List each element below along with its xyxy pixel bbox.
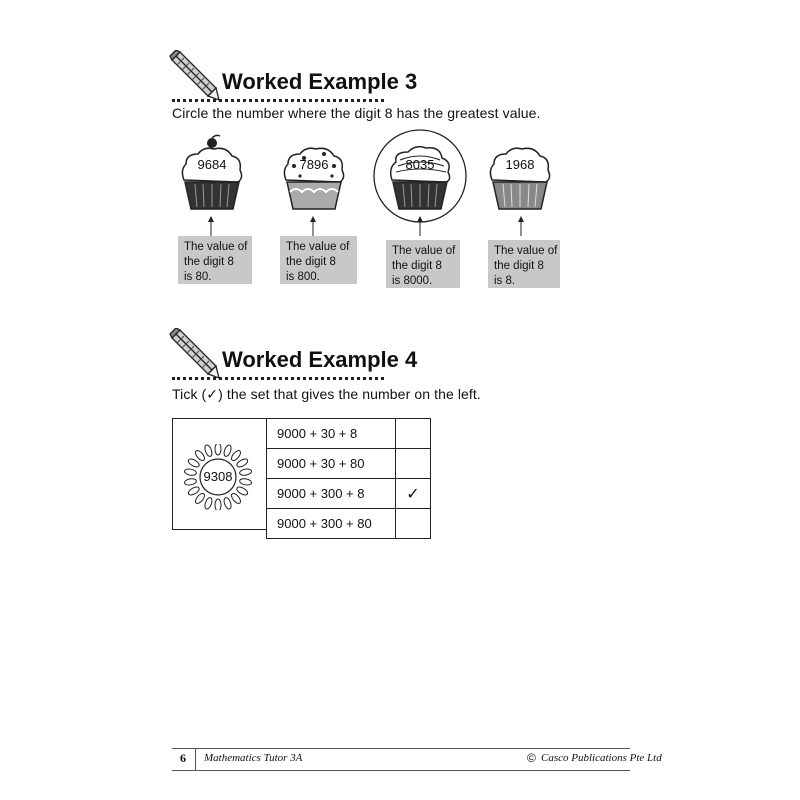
cupcake-number: 1968 [505,157,535,172]
value-line: The value of [286,241,350,253]
cupcake-image [178,134,246,212]
copyright-icon: © [527,751,536,765]
footer-rule [172,770,630,771]
book-title: Mathematics Tutor 3A [204,752,303,764]
value-line: the digit 8 [392,260,442,272]
page-number: 6 [180,751,186,765]
set-expression: 9000 + 300 + 8 [267,479,396,509]
cupcake-image [486,140,554,212]
table-row [267,449,431,479]
arrow-up-icon [308,216,318,236]
value-line: is 800. [286,271,320,283]
publisher: Casco Publications Pte Ltd [541,752,662,764]
example3-instruction: Circle the number where the digit 8 has the greatest value. [172,105,541,121]
table-row [267,419,431,449]
value-explanation-box [178,236,252,284]
page-number-box [172,748,196,770]
arrow-up-icon [516,216,526,236]
set-expression: 9000 + 30 + 8 [267,419,396,449]
cupcake-number: 7896 [299,157,329,172]
table-row [267,509,431,539]
value-explanation-box [386,240,460,288]
worked-example-4-title: Worked Example 4 [222,347,418,372]
value-line: The value of [392,245,456,257]
arrow-up-icon [206,216,216,236]
tick-box[interactable] [396,509,431,539]
arrow-up-icon [415,216,425,236]
tick-box[interactable]: ✓ [396,479,431,509]
value-line: is 8. [494,275,516,287]
tick-box[interactable] [396,419,431,449]
footer-rule [172,748,630,749]
tick-box[interactable] [396,449,431,479]
value-explanation-box [280,236,357,284]
value-line: The value of [184,241,248,253]
value-line: the digit 8 [184,256,234,268]
title-divider [172,99,384,102]
worked-example-3-title: Worked Example 3 [222,69,418,94]
title-divider [172,377,384,380]
set-expression: 9000 + 30 + 80 [267,449,396,479]
cupcake-number: 9684 [197,157,227,172]
pencil-icon [168,328,220,380]
sets-table [266,418,431,539]
value-line: the digit 8 [286,256,336,268]
set-expression: 9000 + 300 + 80 [267,509,396,539]
example4-instruction: Tick (✓) the set that gives the number on the left. [172,386,481,402]
pencil-icon [168,50,220,102]
value-line: The value of [494,245,558,257]
target-number: 9308 [203,469,233,484]
value-explanation-box [488,240,560,288]
cupcake-number: 8035 [405,157,435,172]
table-row [267,479,431,509]
value-line: the digit 8 [494,260,544,272]
cupcake-image [386,140,454,212]
value-line: is 8000. [392,275,433,287]
cupcake-image [280,140,348,212]
value-line: is 80. [184,271,212,283]
